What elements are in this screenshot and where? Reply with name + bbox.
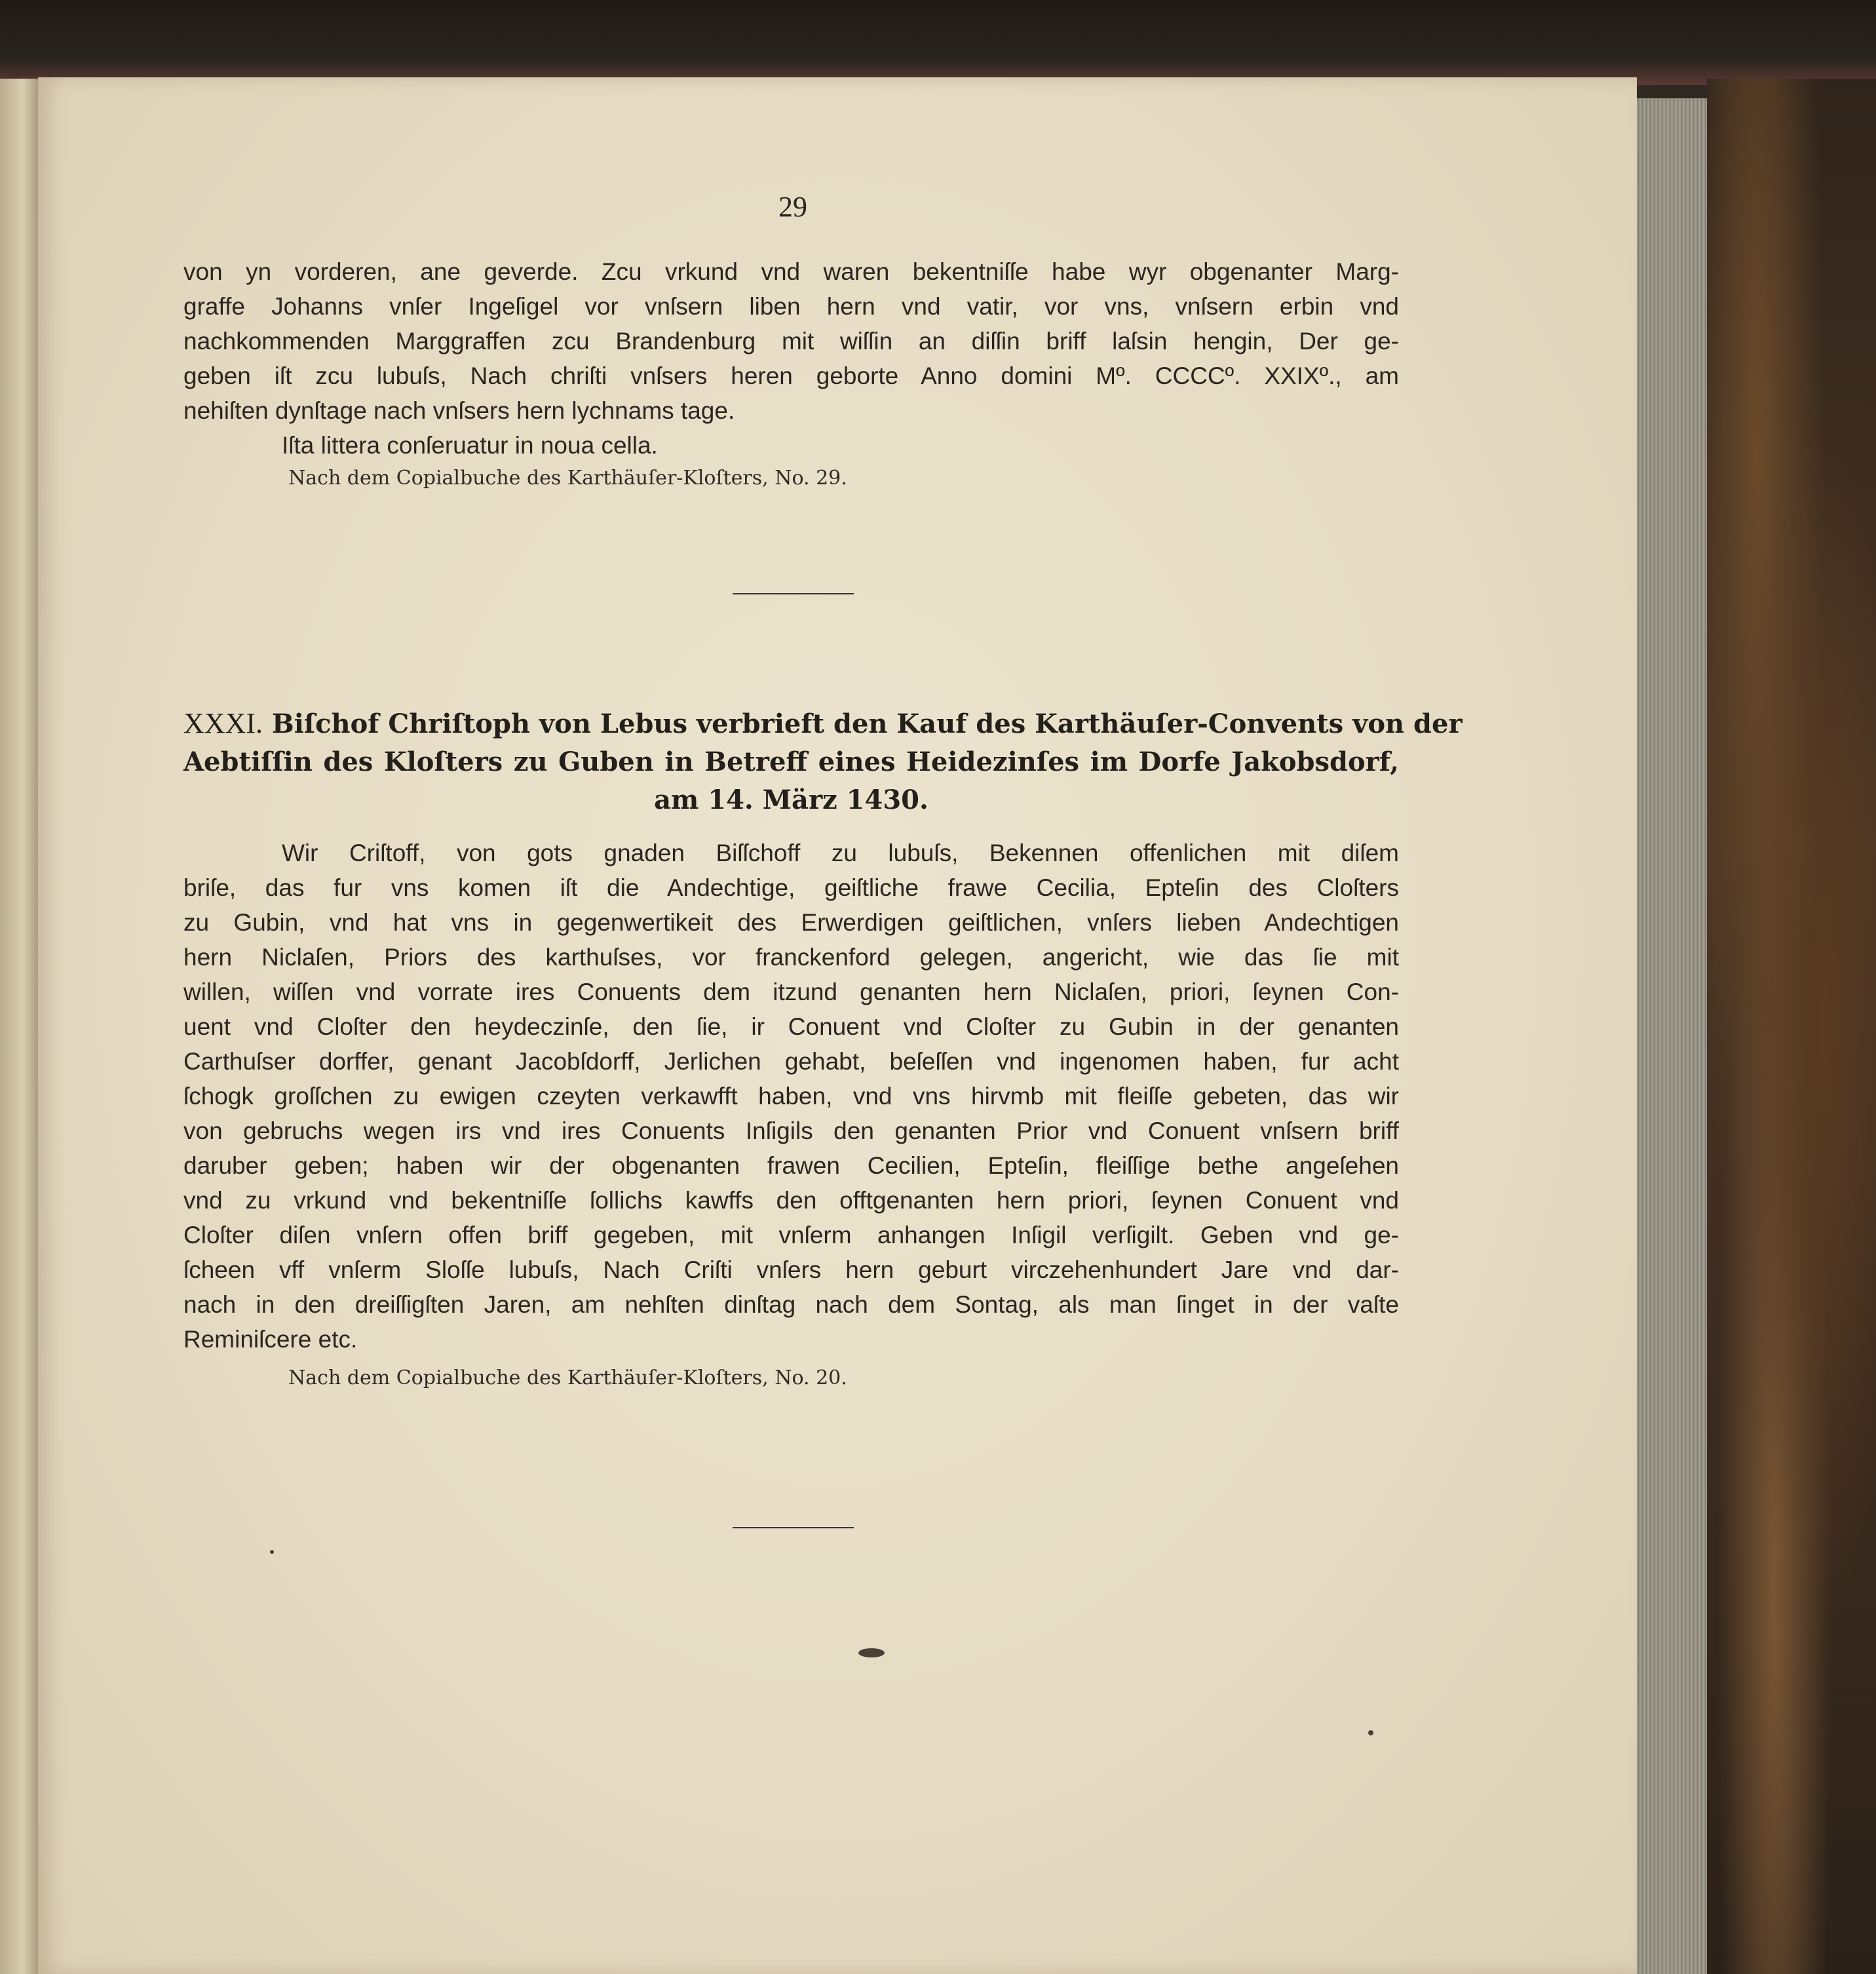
text-line: Wir Criſtoff, von gots gnaden Biſſchoff zu lubuſs, Bekennen offenlichen mit diſem bbox=[282, 840, 1399, 866]
left-page-edge bbox=[0, 79, 38, 1974]
text-line: hern Niclaſen, Priors des karthuſses, vor franckenford gelegen, angericht, wie das ſie mit bbox=[183, 944, 1399, 971]
heading-date: am 14. März 1430. bbox=[654, 784, 928, 815]
text-line: willen, wiſſen vnd vorrate ires Conuents dem itzund genanten hern Niclaſen, priori, ſeynen Con- bbox=[183, 978, 1399, 1005]
text-line: uent vnd Cloſter den heydeczinſe, den ſie, ir Conuent vnd Cloſter zu Gubin in der genanten bbox=[183, 1013, 1399, 1040]
text-line: geben iſt zcu lubuſs, Nach chriſti vnſsers heren geborte Anno domini Mº. CCCCº. XXIXº., am bbox=[183, 362, 1399, 389]
text-line: briſe, das fur vns komen iſt die Andechtige, geiſtliche frawe Cecilia, Epteſin des Cloſters bbox=[183, 874, 1399, 901]
marbled-cover bbox=[1707, 79, 1876, 1974]
charter-text bbox=[183, 836, 1399, 1357]
heading-title-start: Biſchof Chriſtoph von Lebus verbrieft den Kauf des Karthäuſer-Convents von der bbox=[271, 708, 1463, 739]
page-block-edges bbox=[1635, 98, 1707, 1974]
paper-speck bbox=[270, 1550, 274, 1554]
paper-speck bbox=[858, 1648, 885, 1657]
section-divider bbox=[733, 1527, 854, 1528]
text-line: von gebruchs wegen irs vnd ires Conuents Inſigils den genanten Prior vnd Conuent vnſsern briff bbox=[183, 1117, 1399, 1144]
page-number: 29 bbox=[778, 191, 807, 223]
text-line: ſchogk groſſchen zu ewigen czeyten verkawfft haben, vnd vns hirvmb mit fleiſſe gebeten, das wir bbox=[183, 1083, 1399, 1110]
source-note: Nach dem Copialbuche des Karthäuſer-Kloſters, No. 29. bbox=[288, 467, 847, 490]
section-divider bbox=[733, 593, 854, 594]
text-line: graffe Johanns vnſer Ingeſigel vor vnſsern liben hern vnd vatir, vor vns, vnſsern erbin vnd bbox=[183, 293, 1399, 320]
text-line: Carthuſser dorffer, genant Jacobſdorff, Jerlichen gehabt, beſeſſen vnd ingenomen haben, fur acht bbox=[183, 1048, 1399, 1075]
text-line: nachkommenden Marggraffen zcu Brandenburg mit wiſſin an diſſin briff laſsin hengin, Der ge- bbox=[183, 328, 1399, 355]
text-line: nehiſten dynſtage nach vnſsers hern lychnams tage. bbox=[183, 397, 735, 424]
book-top-edge bbox=[0, 0, 1876, 85]
text-line: daruber geben; haben wir der obgenanten frawen Cecilien, Epteſin, fleiſſige bethe angeſehen bbox=[183, 1152, 1399, 1179]
text-line: Cloſter diſen vnſern offen briff gegeben, mit vnſerm anhangen Inſigil verſigilt. Geben vnd ge- bbox=[183, 1222, 1399, 1248]
text-line: ſcheen vff vnſerm Sloſſe lubuſs, Nach Criſti vnſers hern geburt virczehenhundert Jare vnd dar- bbox=[183, 1256, 1399, 1283]
text-line: Reminiſcere etc. bbox=[183, 1326, 358, 1353]
text-line: von yn vorderen, ane geverde. Zcu vrkund vnd waren bekentniſſe habe wyr obgenanter Marg- bbox=[183, 258, 1399, 285]
text-line: Iſta littera conſeruatur in noua cella. bbox=[282, 432, 658, 459]
heading-line bbox=[183, 705, 1463, 743]
document-heading bbox=[183, 705, 1463, 819]
heading-line: Aebtiſſin des Kloſters zu Guben in Betreff eines Heidezinſes im Dorfe Jakobsdorf, bbox=[183, 746, 1399, 777]
charter-text-continued bbox=[183, 254, 1399, 463]
paper-speck bbox=[1368, 1730, 1373, 1735]
text-line: zu Gubin, vnd hat vns in gegenwertikeit des Erwerdigen geiſtlichen, vnſers lieben Andechtigen bbox=[183, 909, 1399, 936]
source-note: Nach dem Copialbuche des Karthäuſer-Kloſters, No. 20. bbox=[288, 1366, 847, 1389]
heading-number: XXXI. bbox=[183, 707, 263, 739]
text-line: vnd zu vrkund vnd bekentniſſe ſollichs kawffs den offtgenanten hern priori, ſeynen Conuent vnd bbox=[183, 1187, 1399, 1214]
text-line: nach in den dreiſſigſten Jaren, am nehſten dinſtag nach dem Sontag, als man ſinget in der vaſte bbox=[183, 1291, 1399, 1318]
